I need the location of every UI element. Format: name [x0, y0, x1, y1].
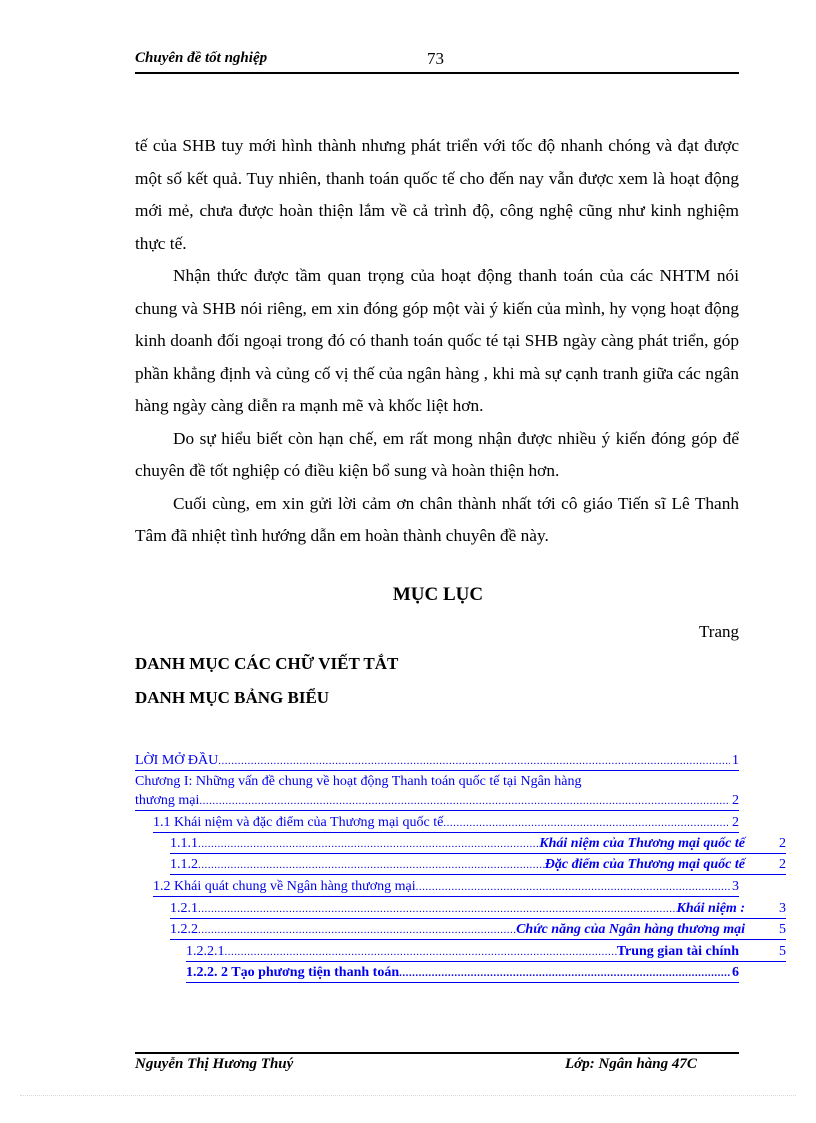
toc-entry-page: 1 [732, 753, 739, 768]
toc-entry-page: 2 [779, 857, 786, 872]
header-rule [135, 72, 739, 74]
toc-entry-title: Chức năng của Ngân hàng thương mại [516, 922, 745, 937]
toc-leader-dots [198, 921, 516, 939]
toc-entry-1-1-1[interactable] [170, 835, 786, 854]
paragraph: Nhận thức được tầm quan trọng của hoạt động thanh toán của các NHTM nói chung và SHB nói riêng, em xin đóng góp một vài ý kiến của mình, hy vọng hoạt động kinh doanh đối ngoại trong đó có thanh toán quốc té tại SHB ngày càng phát triển, góp phần khẳng định và củng cố vị thế của ngân hàng , khi mà sự cạnh tranh giữa các ngân hàng ngày càng diễn ra mạnh mẽ và khốc liệt hơn. [135, 266, 739, 415]
toc-entry-page: 2 [732, 793, 739, 808]
toc-entry-label: 1.1 Khái niệm và đặc điểm của Thương mại quốc tế [153, 815, 444, 830]
toc-entry-page: 5 [779, 922, 786, 937]
toc-leader-dots [416, 878, 730, 896]
footer-author: Nguyễn Thị Hương Thuý [135, 1056, 294, 1072]
page-edge [20, 1095, 796, 1096]
toc-leader-dots [198, 900, 677, 918]
toc-entry-label: 1.1.1 [170, 836, 198, 851]
toc-entry-chapter-1[interactable] [135, 772, 739, 811]
toc-entry-introduction[interactable] [135, 752, 739, 771]
toc-entry-label: 1.2.2. 2 Tạo phương tiện thanh toán [186, 965, 400, 980]
toc-leader-dots [198, 856, 545, 874]
toc-entry-title: Đặc điểm của Thương mại quốc tế [544, 857, 745, 872]
footer-rule [135, 1052, 739, 1054]
toc-leader-dots [443, 814, 730, 832]
page-number: 73 [427, 49, 444, 68]
toc-entry-1-1-2[interactable] [170, 856, 786, 875]
toc-entry-1-2-2-1[interactable] [186, 943, 786, 962]
toc-entry-1-2-2-2[interactable] [186, 964, 739, 983]
toc-entry-label: 1.2.2.1 [186, 944, 225, 959]
toc-entry-label: LỜI MỞ ĐẦU [135, 753, 219, 768]
toc-entry-label: 1.1.2 [170, 857, 198, 872]
paragraph: Do sự hiểu biết còn hạn chế, em rất mong nhận được nhiều ý kiến đóng góp để chuyên đề tốt nghiệp có điều kiện bổ sung và hoàn thiện hơn. [135, 428, 739, 480]
toc-entry-1-1[interactable] [153, 814, 739, 833]
toc-entry-1-2-2[interactable] [170, 921, 786, 940]
list-abbreviations-heading: DANH MỤC CÁC CHỮ VIẾT TẮT [135, 654, 399, 673]
body-text [135, 130, 739, 553]
toc-entry-page: 3 [732, 879, 739, 894]
toc-entry-title: Khái niệm : [676, 901, 745, 916]
toc-leader-dots [225, 943, 617, 961]
paragraph: tế của SHB tuy mới hình thành nhưng phát triển với tốc độ nhanh chóng và đạt được một số kết quả. Tuy nhiên, thanh toán quốc tế cho đến nay vẫn được xem là hoạt động mới mẻ, chưa được hoàn thiện lắm về cả trình độ, công nghệ cũng như kinh nghiệm thực tế. [135, 136, 739, 253]
toc-entry-label: 1.2 Khái quát chung về Ngân hàng thương mại [153, 879, 416, 894]
paragraph: Cuối cùng, em xin gửi lời cảm ơn chân thành nhất tới cô giáo Tiến sĩ Lê Thanh Tâm đã nhiệt tình hướng dẫn em hoàn thành chuyên đề này. [135, 493, 739, 545]
toc-leader-dots [218, 752, 730, 770]
toc-entry-title: Trung gian tài chính [616, 944, 739, 959]
toc-entry-label: 1.2.2 [170, 922, 198, 937]
toc-entry-1-2[interactable] [153, 878, 739, 897]
toc-entry-page: 5 [779, 944, 786, 959]
toc-entry-page: 3 [779, 901, 786, 916]
toc-leader-dots [199, 791, 730, 810]
toc-page-column-label: Trang [699, 622, 739, 641]
header-title: Chuyên đề tốt nghiệp [135, 50, 268, 66]
list-tables-heading: DANH MỤC BẢNG BIỂU [135, 688, 330, 707]
toc-entry-1-2-1[interactable] [170, 900, 786, 919]
toc-entry-page: 2 [779, 836, 786, 851]
toc-entry-label: Chương I: Những vấn đề chung về hoạt động Thanh toán quốc tế tại Ngân hàng [135, 774, 582, 789]
toc-leader-dots [198, 835, 539, 853]
toc-entry-title: Khái niệm của Thương mại quốc tế [539, 836, 745, 851]
toc-leader-dots [399, 964, 730, 982]
toc-entry-page: 2 [732, 815, 739, 830]
toc-title: MỤC LỤC [392, 584, 484, 605]
toc-entry-page: 6 [732, 965, 739, 980]
footer-class: Lớp: Ngân hàng 47C [565, 1056, 697, 1072]
toc-entry-label-continued: thương mại [135, 793, 200, 808]
toc-entry-label: 1.2.1 [170, 901, 198, 916]
